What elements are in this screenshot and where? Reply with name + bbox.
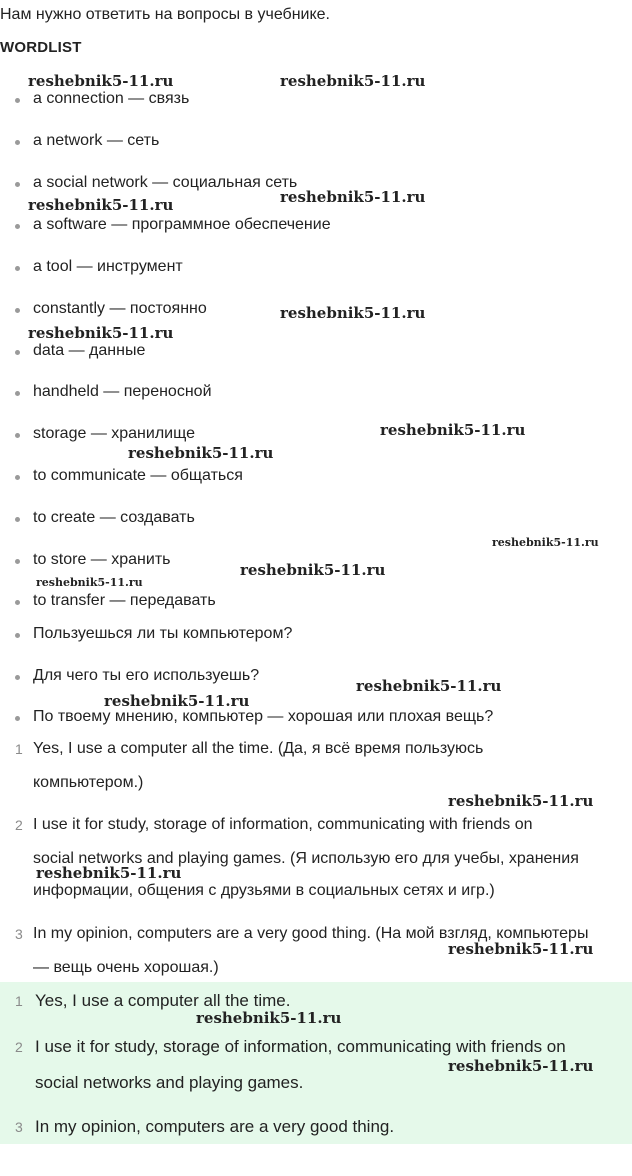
final-answer-line: I use it for study, storage of information, communicating with friends on: [35, 1037, 566, 1056]
watermark: reshebnik5-11.ru: [240, 561, 386, 579]
bullet-icon: [15, 266, 20, 271]
wordlist-heading: WORDLIST: [0, 39, 82, 56]
watermark: reshebnik5-11.ru: [448, 792, 594, 810]
wordlist-item: to transfer — передавать: [33, 592, 216, 609]
bullet-icon: [15, 140, 20, 145]
watermark: reshebnik5-11.ru: [280, 72, 426, 90]
watermark: reshebnik5-11.ru: [28, 72, 174, 90]
wordlist-item: a network — сеть: [33, 132, 160, 149]
wordlist-item: storage — хранилище: [33, 425, 195, 442]
answer-line: social networks and playing games. (Я использую его для учебы, хранения: [33, 850, 579, 867]
final-answer-number: 3: [15, 1119, 23, 1135]
intro-text: Нам нужно ответить на вопросы в учебнике.: [0, 6, 330, 23]
wordlist-item: data — данные: [33, 342, 146, 359]
bullet-icon: [15, 350, 20, 355]
bullet-icon: [15, 308, 20, 313]
answer-line: — вещь очень хорошая.): [33, 959, 219, 976]
bullet-icon: [15, 224, 20, 229]
watermark: reshebnik5-11.ru: [280, 304, 426, 322]
bullet-icon: [15, 675, 20, 680]
bullet-icon: [15, 182, 20, 187]
answer-number: 1: [15, 741, 23, 757]
answer-line: информации, общения с друзьями в социальных сетях и игр.): [33, 882, 495, 899]
answer-line: In my opinion, computers are a very good thing. (На мой взгляд, компьютеры: [33, 925, 589, 942]
final-answer-line: Yes, I use a computer all the time.: [35, 991, 291, 1010]
wordlist-item: a social network — социальная сеть: [33, 174, 298, 191]
answer-line: компьютером.): [33, 774, 144, 791]
wordlist-item: a software — программное обеспечение: [33, 216, 331, 233]
watermark: reshebnik5-11.ru: [36, 864, 182, 882]
watermark: reshebnik5-11.ru: [492, 536, 599, 549]
watermark: reshebnik5-11.ru: [196, 1009, 342, 1027]
watermark: reshebnik5-11.ru: [448, 940, 594, 958]
question-item: По твоему мнению, компьютер — хорошая или плохая вещь?: [33, 708, 494, 725]
watermark: reshebnik5-11.ru: [448, 1057, 594, 1075]
answer-number: 2: [15, 817, 23, 833]
bullet-icon: [15, 391, 20, 396]
question-item: Пользуешься ли ты компьютером?: [33, 625, 293, 642]
final-answer-number: 1: [15, 993, 23, 1009]
watermark: reshebnik5-11.ru: [128, 444, 274, 462]
watermark: reshebnik5-11.ru: [28, 324, 174, 342]
wordlist-item: to communicate — общаться: [33, 467, 243, 484]
wordlist-item: a connection — связь: [33, 90, 190, 107]
bullet-icon: [15, 559, 20, 564]
bullet-icon: [15, 98, 20, 103]
final-answer-line: social networks and playing games.: [35, 1073, 304, 1092]
watermark: reshebnik5-11.ru: [104, 692, 250, 710]
watermark: reshebnik5-11.ru: [28, 196, 174, 214]
bullet-icon: [15, 433, 20, 438]
watermark: reshebnik5-11.ru: [36, 576, 143, 589]
watermark: reshebnik5-11.ru: [356, 677, 502, 695]
wordlist-item: constantly — постоянно: [33, 300, 207, 317]
final-answer-number: 2: [15, 1039, 23, 1055]
watermark: reshebnik5-11.ru: [380, 421, 526, 439]
wordlist-item: a tool — инструмент: [33, 258, 183, 275]
bullet-icon: [15, 600, 20, 605]
wordlist-item: to store — хранить: [33, 551, 171, 568]
wordlist-item: handheld — переносной: [33, 383, 212, 400]
bullet-icon: [15, 633, 20, 638]
wordlist-item: to create — создавать: [33, 509, 195, 526]
watermark: reshebnik5-11.ru: [280, 188, 426, 206]
final-answer-line: In my opinion, computers are a very good thing.: [35, 1117, 395, 1136]
answer-line: Yes, I use a computer all the time. (Да, я всё время пользуюсь: [33, 740, 484, 757]
bullet-icon: [15, 716, 20, 721]
bullet-icon: [15, 475, 20, 480]
question-item: Для чего ты его используешь?: [33, 667, 260, 684]
answer-number: 3: [15, 926, 23, 942]
answer-line: I use it for study, storage of information, communicating with friends on: [33, 816, 533, 833]
bullet-icon: [15, 517, 20, 522]
